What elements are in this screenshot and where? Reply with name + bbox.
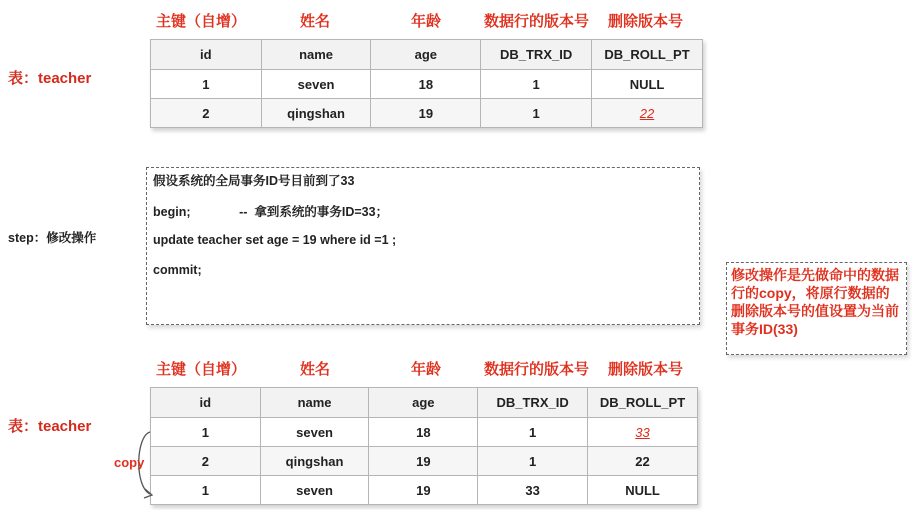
- header-age: 年龄: [411, 13, 442, 30]
- column-header: name: [260, 388, 369, 418]
- code-line-comment: 假设系统的全局事务ID号目前到了33: [153, 174, 355, 188]
- teacher-table-before: [150, 39, 703, 128]
- column-header: name: [261, 40, 371, 70]
- column-header: DB_ROLL_PT: [592, 40, 703, 70]
- header-delete-version: 删除版本号: [608, 361, 684, 378]
- code-line-commit: commit;: [153, 263, 202, 277]
- header-name: 姓名: [300, 361, 331, 378]
- table-cell: 22: [588, 447, 698, 476]
- table-cell: qingshan: [260, 447, 369, 476]
- table-cell: 1: [478, 418, 588, 447]
- table-row: [151, 476, 698, 505]
- table-cell: 1: [151, 70, 262, 99]
- explanation-note: 修改操作是先做命中的数据行的copy，将原行数据的删除版本号的值设置为当前事务ID(33): [726, 262, 907, 355]
- table-cell: 2: [151, 99, 262, 128]
- table-row: [151, 447, 698, 476]
- table-label-top: 表：teacher: [8, 70, 92, 87]
- table-label-bottom: 表：teacher: [8, 418, 92, 435]
- table-row: [151, 70, 703, 99]
- table-cell: 19: [369, 447, 478, 476]
- table-cell: NULL: [592, 70, 703, 99]
- table-cell: 19: [369, 476, 478, 505]
- column-header: DB_ROLL_PT: [588, 388, 698, 418]
- copy-label: copy: [114, 455, 145, 470]
- teacher-table-after: [150, 387, 698, 505]
- table-cell: [592, 99, 703, 128]
- header-age: 年龄: [411, 361, 442, 378]
- column-header: age: [371, 40, 481, 70]
- delete-version-value: 33: [635, 424, 650, 440]
- table-cell: 33: [478, 476, 588, 505]
- table-cell: 1: [481, 70, 592, 99]
- table-cell: 18: [371, 70, 481, 99]
- header-primary-key: 主键（自增）: [156, 361, 247, 378]
- column-header: age: [369, 388, 478, 418]
- table-cell: [588, 418, 698, 447]
- header-trx-version: 数据行的版本号: [484, 13, 590, 30]
- column-header: DB_TRX_ID: [481, 40, 592, 70]
- delete-version-value: 22: [639, 105, 655, 121]
- column-header: DB_TRX_ID: [478, 388, 588, 418]
- code-line-begin: begin; -- 拿到系统的事务ID=33；: [153, 205, 389, 219]
- table-header-row: [151, 40, 703, 70]
- table-cell: 2: [151, 447, 261, 476]
- table-cell: seven: [261, 70, 371, 99]
- step-label: step：修改操作: [8, 231, 97, 245]
- table-cell: 1: [481, 99, 592, 128]
- column-header: id: [151, 40, 262, 70]
- column-header: id: [151, 388, 261, 418]
- table-cell: 1: [151, 476, 261, 505]
- table-cell: 1: [151, 418, 261, 447]
- table-cell: 1: [478, 447, 588, 476]
- table-cell: seven: [260, 476, 369, 505]
- table-header-row: [151, 388, 698, 418]
- header-delete-version: 删除版本号: [608, 13, 684, 30]
- table-row: [151, 418, 698, 447]
- table-cell: NULL: [588, 476, 698, 505]
- table-cell: 19: [371, 99, 481, 128]
- table-cell: qingshan: [261, 99, 371, 128]
- table-cell: 18: [369, 418, 478, 447]
- table-row: [151, 99, 703, 128]
- header-primary-key: 主键（自增）: [156, 13, 247, 30]
- code-line-update: update teacher set age = 19 where id =1 ;: [153, 233, 397, 247]
- table-cell: seven: [260, 418, 369, 447]
- header-name: 姓名: [300, 13, 331, 30]
- header-trx-version: 数据行的版本号: [484, 361, 590, 378]
